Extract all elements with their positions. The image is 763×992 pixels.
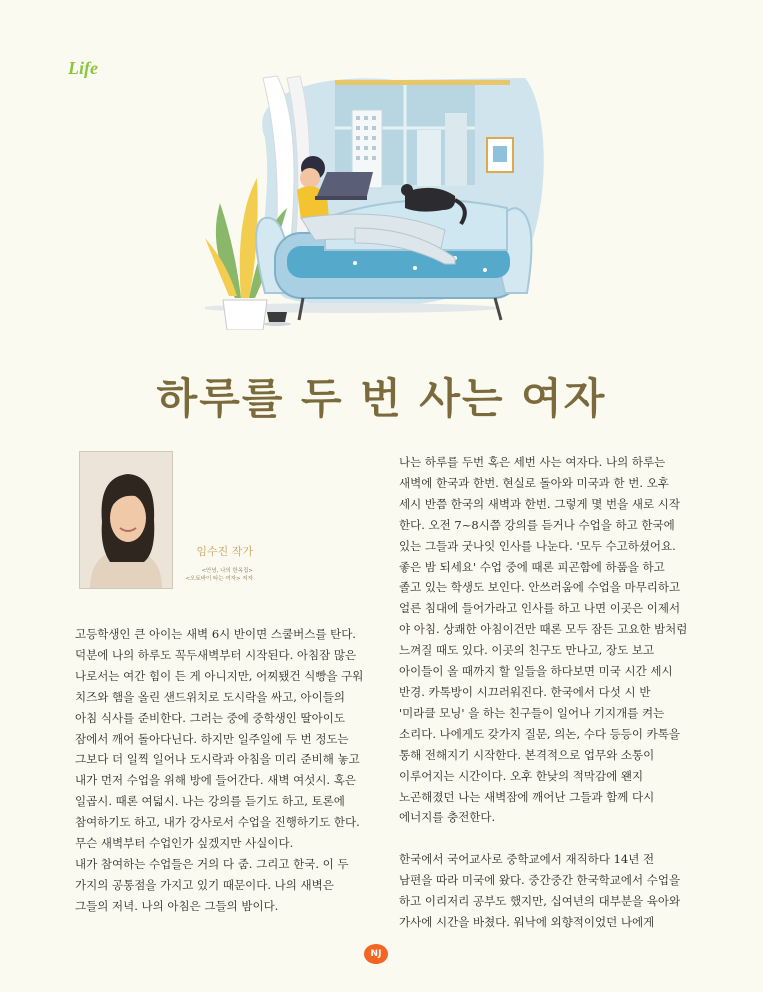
body-line: 느껴질 때도 있다. 이곳의 친구도 만나고, 장도 보고 (399, 643, 655, 658)
body-line: 내가 먼저 수업을 위해 방에 들어간다. 새벽 여섯시. 혹은 (75, 773, 356, 788)
author-book-1: <안녕, 나의 한옥집> (201, 568, 253, 574)
paragraph-gap (399, 828, 687, 849)
body-line: 하고 이리저리 공부도 했지만, 십여년의 대부분을 육아와 (399, 894, 681, 909)
body-line: 아이들이 올 때까지 할 일들을 하다보면 미국 시간 세시 (399, 664, 673, 679)
body-line: 가지의 공통점을 가지고 있기 때문이다. 나의 새벽은 (75, 877, 334, 892)
body-line: '미라클 모닝' 을 하는 친구들이 일어나 기지개를 켜는 (399, 705, 665, 720)
body-line: 그들의 저녁. 나의 아침은 그들의 밤이다. (75, 898, 279, 913)
body-line: 고등학생인 큰 아이는 새벽 6시 반이면 스쿨버스를 탄다. (75, 627, 356, 641)
author-name: 임수진 작가 (196, 545, 253, 558)
body-line: 가사에 시간을 바쳤다. 워낙에 외향적이었던 나에게 (399, 915, 655, 930)
body-line: 세시 반쯤 한국의 새벽과 한번. 그렇게 몇 번을 새로 시작 (399, 496, 680, 511)
body-line: 잠에서 깨어 돌아다닌다. 하지만 일주일에 두 번 정도는 (75, 731, 349, 746)
body-line: 나로서는 여간 힘이 든 게 아니지만, 어찌됐건 식빵을 구워 (75, 668, 364, 683)
body-line: 덕분에 나의 하루도 꼭두새벽부터 시작된다. 아침잠 많은 (75, 647, 357, 662)
page-badge: NJ (364, 944, 388, 964)
body-line: 아침 식사를 준비한다. 그러는 중에 중학생인 딸아이도 (75, 710, 345, 725)
body-line: 새벽에 한국과 한번. 현실로 돌아와 미국과 한 번. 오후 (399, 475, 669, 490)
body-line: 이루어지는 시간이다. 오후 한낮의 적막감에 왠지 (399, 768, 644, 783)
body-line: 치즈와 햄을 올린 샌드위치로 도시락을 싸고, 아이들의 (75, 689, 345, 704)
body-line: 반경. 카톡방이 시끄러워진다. 한국에서 다섯 시 반 (399, 684, 651, 699)
body-line: 무슨 새벽부터 수업인가 싶겠지만 사실이다. (75, 836, 294, 851)
body-line: 참여하기도 하고, 내가 강사로서 수업을 진행하기도 한다. (75, 815, 360, 830)
body-line: 내가 참여하는 수업들은 거의 다 줌. 그리고 한국. 이 두 (75, 856, 349, 871)
body-line: 남편을 따라 미국에 왔다. 중간중간 한국학교에서 수업을 (399, 873, 681, 888)
body-line: 나는 하루를 두번 혹은 세번 사는 여자다. 나의 하루는 (399, 455, 666, 469)
body-line: 통해 전해지기 시작한다. 본격적으로 업무와 소통이 (399, 747, 655, 762)
body-line: 노곤해졌던 나는 새벽잠에 깨어난 그들과 함께 다시 (399, 789, 655, 804)
body-column-left (75, 624, 363, 917)
body-line: 한국에서 국어교사로 중학교에서 재직하다 14년 전 (399, 852, 655, 867)
section-label: Life (68, 58, 98, 78)
body-column-right (399, 452, 687, 933)
body-line: 에너지를 충전한다. (399, 810, 496, 825)
body-line: 얼른 침대에 들어가라고 인사를 하고 나면 이곳은 이제서 (399, 601, 681, 616)
body-line: 야 아침. 상쾌한 아침이건만 때론 모두 잠든 고요한 밤처럼 (399, 622, 688, 637)
body-line: 그보다 더 일찍 일어나 도시락과 아침을 미리 준비해 놓고 (75, 752, 360, 767)
woman-on-sofa-illustration (205, 68, 545, 330)
author-book-2: <오토바이 타는 여자> 저자 (185, 576, 253, 582)
body-line: 일곱시. 때론 여덟시. 나는 강의를 듣기도 하고, 토론에 (75, 794, 345, 809)
article-title: 하루를 두 번 사는 여자 (156, 374, 607, 423)
body-line: 있는 그들과 굿나잇 인사를 나눈다. '모두 수고하셨어요. (399, 538, 676, 553)
body-line: 한다. 오전 7~8시쯤 강의를 듣거나 수업을 하고 한국에 (399, 517, 675, 532)
body-line: 졸고 있는 학생도 보인다. 안쓰러움에 수업을 마무리하고 (399, 580, 681, 595)
body-line: 좋은 밤 되세요' 수업 중에 때론 피곤함에 하품을 하고 (399, 559, 665, 574)
body-line: 소리다. 나에게도 갖가지 질문, 의논, 수다 등등이 카톡을 (399, 726, 680, 741)
